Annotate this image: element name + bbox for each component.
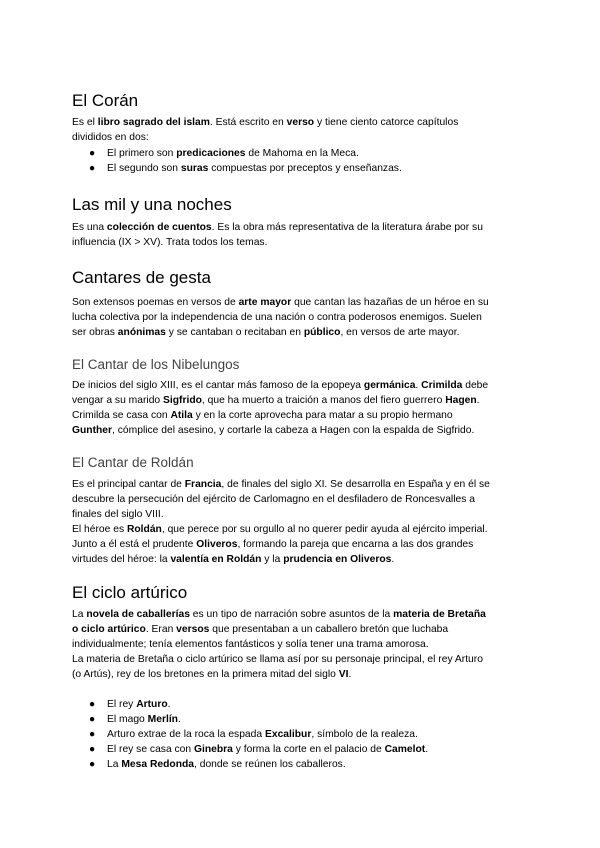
text-line: finales del siglo VIII. bbox=[72, 509, 164, 520]
text-line: El héroe es Roldán, que perece por su orgullo al no querer pedir ayuda al ejército imperial. bbox=[72, 524, 488, 535]
bullet-icon: ● bbox=[89, 699, 96, 710]
heading-cantares-de-gesta: Cantares de gesta bbox=[72, 268, 211, 287]
list-item: ● El primero son predicaciones de Mahoma en la Meca. bbox=[89, 148, 359, 159]
text-line: individualmente; tenía elementos fantásticos y solía tener una trama amorosa. bbox=[72, 639, 429, 650]
paragraph-ciclo-arturico bbox=[72, 607, 532, 682]
list-item: ● El segundo son suras compuestas por preceptos y enseñanzas. bbox=[89, 163, 402, 174]
text-line: (o Artús), rey de los bretones en la primera mitad del siglo VI. bbox=[72, 669, 352, 680]
text-line: virtudes del héroe: la valentía en Roldán y la prudencia en Oliveros. bbox=[72, 554, 395, 565]
text-line: Es el principal cantar de Francia, de finales del siglo XI. Se desarrolla en España y en él se bbox=[72, 479, 490, 490]
text-line: De inicios del siglo XIII, es el cantar más famoso de la epopeya germánica. Crimilda debe bbox=[72, 380, 489, 391]
bullet-icon: ● bbox=[89, 744, 96, 755]
text-line: influencia (IX > XV). Trata todos los temas. bbox=[72, 237, 268, 248]
text-line: Crimilda se casa con Atila y en la corte aprovecha para matar a su propio hermano bbox=[72, 410, 453, 421]
list-item: ● El rey Arturo. bbox=[89, 699, 171, 710]
text-line: divididos en dos: bbox=[72, 132, 149, 143]
bullet-icon: ● bbox=[89, 759, 96, 770]
list-item: ● El rey se casa con Ginebra y forma la corte en el palacio de Camelot. bbox=[89, 744, 429, 755]
list-item: ● La Mesa Redonda, donde se reúnen los caballeros. bbox=[89, 759, 346, 770]
text-line: Gunther, cómplice del asesino, y cortarle la cabeza a Hagen con la espalda de Sigfrido. bbox=[72, 425, 475, 436]
text-line: o ciclo artúrico. Eran versos que presentaban a un caballero bretón que luchaba bbox=[72, 624, 449, 635]
heading-mil-y-una-noches: Las mil y una noches bbox=[72, 195, 232, 214]
text-line: La materia de Bretaña o ciclo artúrico se llama así por su personaje principal, el rey Arturo bbox=[72, 654, 483, 665]
text-line: Es una colección de cuentos. Es la obra más representativa de la literatura árabe por su bbox=[72, 222, 483, 233]
paragraph-roldan bbox=[72, 477, 532, 567]
heading-ciclo-arturico: El ciclo artúrico bbox=[72, 583, 188, 602]
text-line: Son extensos poemas en versos de arte mayor que cantan las hazañas de un héroe en su bbox=[72, 297, 489, 308]
paragraph-cantares-de-gesta bbox=[72, 295, 532, 340]
text-line: Junto a él está el prudente Oliveros, formando la pareja que encarna a las dos grandes bbox=[72, 539, 474, 550]
paragraph-nibelungos bbox=[72, 378, 532, 438]
text-line: descubre la persecución del ejército de Carlomagno en el desfiladero de Roncesvalles a bbox=[72, 494, 475, 505]
bullet-icon: ● bbox=[89, 729, 96, 740]
text-line: ser obras anónimas y se cantaban o recitaban en público, en versos de arte mayor. bbox=[72, 327, 460, 338]
list-item: ● Arturo extrae de la roca la espada Excalibur, símbolo de la realeza. bbox=[89, 729, 418, 740]
bullet-icon: ● bbox=[89, 163, 96, 174]
paragraph-coran bbox=[72, 115, 532, 145]
text-line: Es el libro sagrado del islam. Está escrito en verso y tiene ciento catorce capítulos bbox=[72, 117, 459, 128]
subheading-nibelungos: El Cantar de los Nibelungos bbox=[72, 357, 240, 372]
list-item: ● El mago Merlín. bbox=[89, 714, 181, 725]
bullet-icon: ● bbox=[89, 714, 96, 725]
subheading-roldan: El Cantar de Roldán bbox=[72, 455, 194, 470]
text-line: vengar a su marido Sigfrido, que ha muerto a traición a manos del fiero guerrero Hagen. bbox=[72, 395, 480, 406]
paragraph-mil-y-una-noches bbox=[72, 220, 532, 250]
text-line: lucha colectiva por la independencia de una nación o contra poderosos enemigos. Suelen bbox=[72, 312, 482, 323]
text-line: La novela de caballerías es un tipo de narración sobre asuntos de la materia de Bretaña bbox=[72, 609, 486, 620]
heading-coran: El Corán bbox=[72, 91, 139, 110]
bullet-icon: ● bbox=[89, 148, 96, 159]
